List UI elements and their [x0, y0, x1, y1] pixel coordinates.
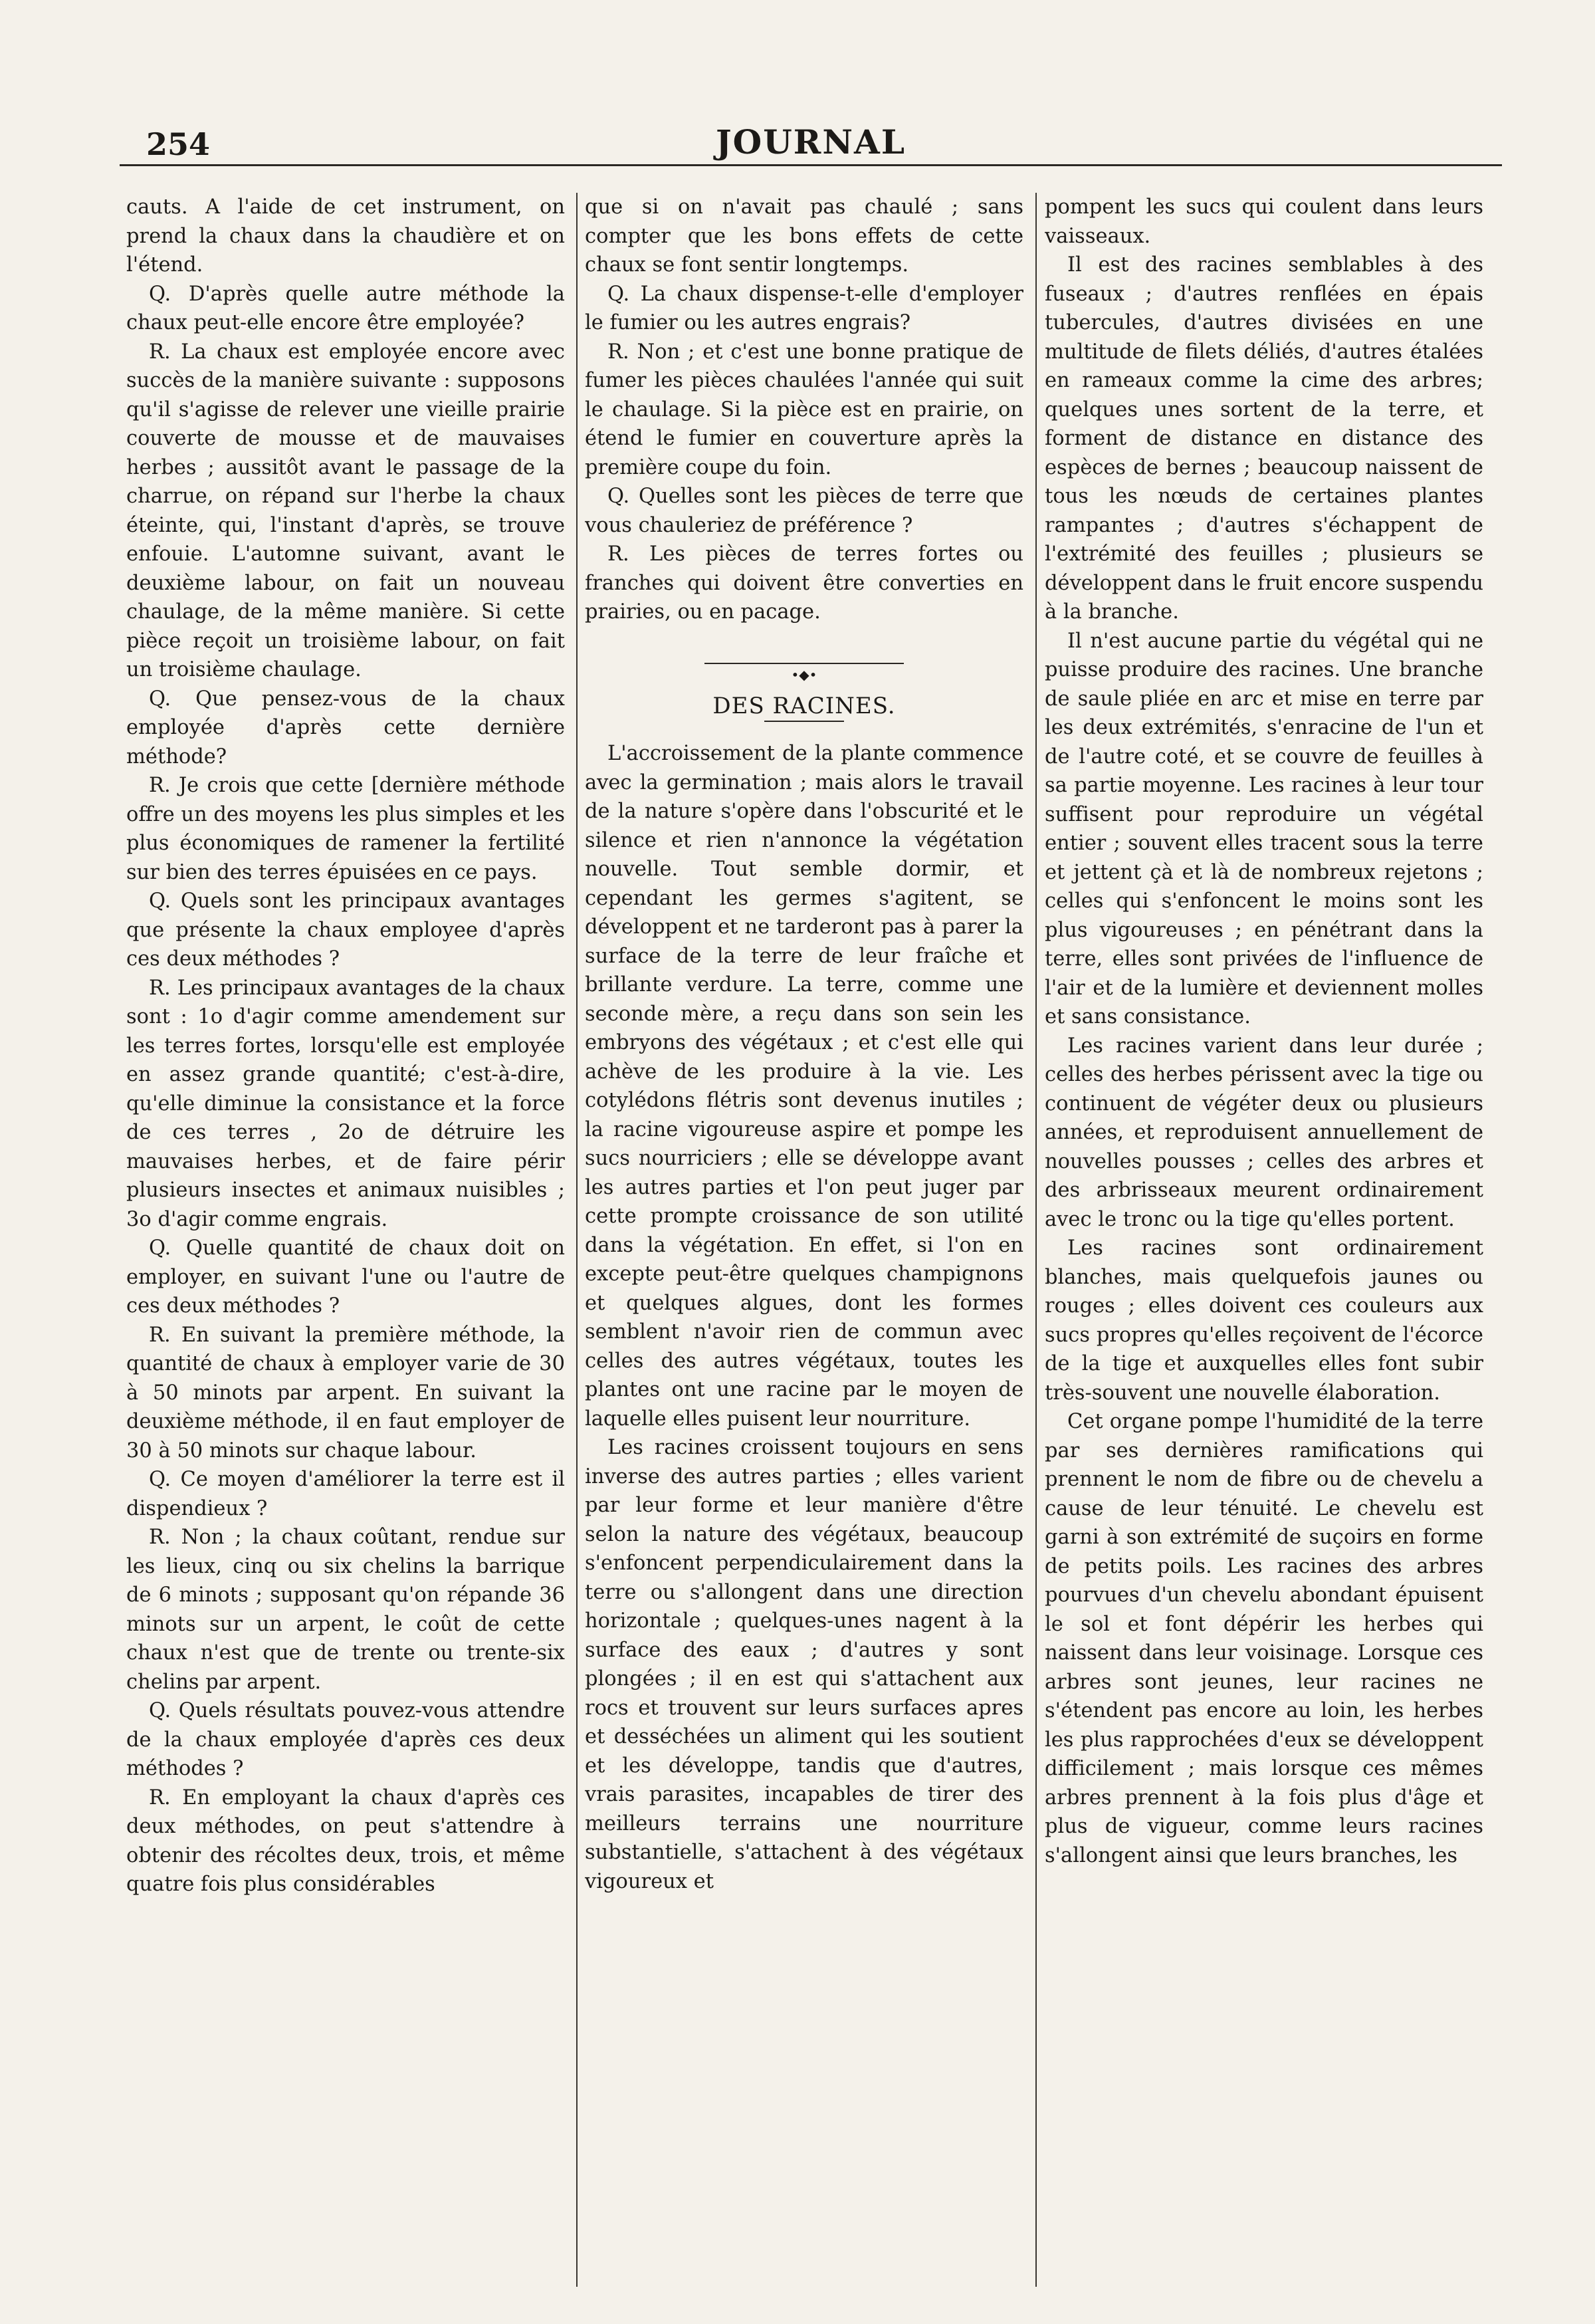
- question: Q. La chaux dispense-t-elle d'employer le fumier ou les autres engrais?: [585, 282, 1023, 334]
- paragraph: cauts. A l'aide de cet instrument, on prend la chaux dans la chaudière et on l'étend.: [126, 195, 565, 277]
- journal-title: JOURNAL: [715, 122, 906, 162]
- section-title: DES RACINES.: [712, 692, 896, 719]
- paragraph: Les racines croissent toujours en sens inverse des autres parties ; elles varient par leur forme et leur manière d'être selon la nature des végétaux, beaucoup s'enfoncent perpendiculairement dans la terre ou s'allongent dans une direction horizontale ; quelques-unes nagent à la surface des eaux ; d'autres y sont plongées ; il en est qui s'attachent aux rocs et trouvent sur leurs surfaces apres et desséchées un aliment qui les soutient et les développe, tandis que d'autres, vrais parasites, incapables de tirer des meilleurs terrains une nourriture substantielle, s'attachent à des végétaux vigoureux et: [585, 1436, 1023, 1893]
- page-number: 254: [146, 126, 211, 162]
- paragraph: pompent les sucs qui coulent dans leurs vaisseaux.: [1045, 195, 1483, 248]
- question: Q. Quels résultats pouvez-vous attendre de la chaux employée d'après ces deux méthodes ?: [126, 1699, 565, 1780]
- text-column-middle: [585, 193, 1023, 2293]
- answer: R. Les principaux avantages de la chaux sont : 1o d'agir comme amendement sur les terres fortes, lorsqu'elle est employée en assez grande quantité; c'est-à-dire, qu'elle diminue la consistance et la force de ces terres , 2o de détruire les mauvaises herbes, et de faire périr plusieurs insectes et animaux nuisibles ; 3o d'agir comme engrais.: [126, 976, 565, 1231]
- answer: R. En suivant la première méthode, la quantité de chaux à employer varie de 30 à 50 minots par arpent. En suivant la deuxième méthode, il en faut employer de 30 à 50 minots sur chaque labour.: [126, 1323, 565, 1462]
- title-underline: [764, 721, 844, 722]
- answer: R. Non ; la chaux coûtant, rendue sur les lieux, cinq ou six chelins la barrique de 6 minots ; supposant qu'on répande 36 minots sur un arpent, le coût de cette chaux n'est que de trente ou trente-six chelins par arpent.: [126, 1526, 565, 1694]
- column-divider: [1035, 193, 1037, 2287]
- answer: R. Les pièces de terres fortes ou franches qui doivent être converties en prairies, ou en pacage.: [585, 542, 1023, 624]
- question: Q. Quelle quantité de chaux doit on employer, en suivant l'une ou l'autre de ces deux méthodes ?: [126, 1236, 565, 1318]
- paragraph: Les racines sont ordinairement blanches, mais quelquefois jaunes ou rouges ; elles doivent ces couleurs aux sucs propres qu'elles reçoivent de l'écorce de la tige et auxquelles elles font subir très-souvent une nouvelle élaboration.: [1045, 1236, 1483, 1405]
- answer: R. En employant la chaux d'après ces deux méthodes, on peut s'attendre à obtenir des récoltes deux, trois, et même quatre fois plus considérables: [126, 1786, 565, 1896]
- paragraph: Il n'est aucune partie du végétal qui ne puisse produire des racines. Une branche de saule pliée en arc et mise en terre par les deux extrémités, s'enracine de l'un et de l'autre coté, et se couvre de feuilles à sa partie moyenne. Les racines à leur tour suffisent pour reproduire un végétal entier ; souvent elles tracent sous la terre et jettent çà et là de nombreux rejetons ; celles qui s'enfoncent le moins sont les plus vigoureuses ; en pénétrant dans la terre, elles sont privées de l'influence de l'air et de la lumière et deviennent molles et sans consistance.: [1045, 629, 1483, 1028]
- answer: R. Je crois que cette [dernière méthode offre un des moyens les plus simples et les plus économiques de ramener la fertilité sur bien des terres épuisées en ce pays.: [126, 774, 565, 884]
- page-header: [120, 113, 1502, 166]
- paragraph: Cet organe pompe l'humidité de la terre par ses dernières ramifications qui prennent le nom de fibre ou de chevelu a cause de leur ténuité. Le chevelu est garni à son extrémité de suçoirs en forme de petits poils. Les racines des arbres pourvues d'un chevelu abondant épuisent le sol et font dépérir les herbes qui naissent dans leur voisinage. Lorsque ces arbres sont jeunes, leur racines ne s'étendent pas encore au loin, les herbes les plus rapprochées d'eux se développent difficilement ; mais lorsque ces mêmes arbres prennent à la fois plus d'âge et plus de vigueur, comme leurs racines s'allongent ainsi que leurs branches, les: [1045, 1410, 1483, 1867]
- question: Q. Quelles sont les pièces de terre que vous chauleriez de préférence ?: [585, 485, 1023, 537]
- header-rule: [120, 164, 1502, 166]
- answer: R. Non ; et c'est une bonne pratique de fumer les pièces chaulées l'année qui suit le chaulage. Si la pièce est en prairie, on étend le fumier en couverture après la première coupe du foin.: [585, 340, 1023, 479]
- text-column-right: [1045, 193, 1483, 2293]
- question: Q. Quels sont les principaux avantages que présente la chaux employee d'après ces deux méthodes ?: [126, 889, 565, 971]
- text-column-left: [126, 193, 565, 2293]
- paragraph: Les racines varient dans leur durée ; celles des herbes périssent avec la tige ou continuent de végéter deux ou plusieurs années, et reproduisent annuellement de nouvelles pousses ; celles des arbres et des arbrisseaux meurent ordinairement avec le tronc ou la tige qu'elles portent.: [1045, 1034, 1483, 1231]
- section-divider: [704, 659, 904, 683]
- question: Q. Que pensez-vous de la chaux employée d'après cette dernière méthode?: [126, 687, 565, 768]
- column-divider: [576, 193, 578, 2287]
- divider-ornament: •◆•: [785, 667, 824, 683]
- question: Q. Ce moyen d'améliorer la terre est il dispendieux ?: [126, 1468, 565, 1520]
- paragraph: L'accroissement de la plante commence avec la germination ; mais alors le travail de la nature s'opère dans l'obscurité et le silence et rien n'annonce la végétation nouvelle. Tout semble dormir, et cependant les germes s'agitent, se développent et ne tarderont pas à parer la surface de la terre de leur fraîche et brillante verdure. La terre, comme une seconde mère, a reçu dans son sein les embryons des végétaux ; et c'est elle qui achève de les produire à la vie. Les cotylédons flétris sont devenus inutiles ; la racine vigoureuse aspire et pompe les sucs nourriciers ; elle se développe avant les autres parties et l'on peut juger par cette prompte croissance de son utilité dans la végétation. En effet, si l'on en excepte peut-être quelques champignons et quelques algues, dont les formes semblent n'avoir rien de commun avec celles des autres végétaux, toutes les plantes ont une racine par le moyen de laquelle elles puisent leur nourriture.: [585, 742, 1023, 1431]
- answer: R. La chaux est employée encore avec succès de la manière suivante : supposons qu'il s'agisse de relever une vieille prairie couverte de mousse et de mauvaises herbes ; aussitôt avant le passage de la charrue, on répand sur l'herbe la chaux éteinte, qui, l'instant d'après, se trouve enfouie. L'automne suivant, avant le deuxième labour, on fait un nouveau chaulage, de la même manière. Si cette pièce reçoit un troisième labour, on fait un troisième chaulage.: [126, 340, 565, 681]
- paragraph: que si on n'avait pas chaulé ; sans compter que les bons effets de cette chaux se font sentir longtemps.: [585, 195, 1023, 277]
- paragraph: Il est des racines semblables à des fuseaux ; d'autres renflées en épais tubercules, d'autres divisées en une multitude de filets déliés, d'autres étalées en rameaux comme la cime des arbres; quelques unes sortent de la terre, et forment de distance en distance des espèces de bernes ; beaucoup naissent de tous les nœuds de certaines plantes rampantes ; d'autres s'échappent de l'extrémité des feuilles ; plusieurs se développent dans le fruit encore suspendu à la branche.: [1045, 253, 1483, 624]
- question: Q. D'après quelle autre méthode la chaux peut-elle encore être employée?: [126, 282, 565, 334]
